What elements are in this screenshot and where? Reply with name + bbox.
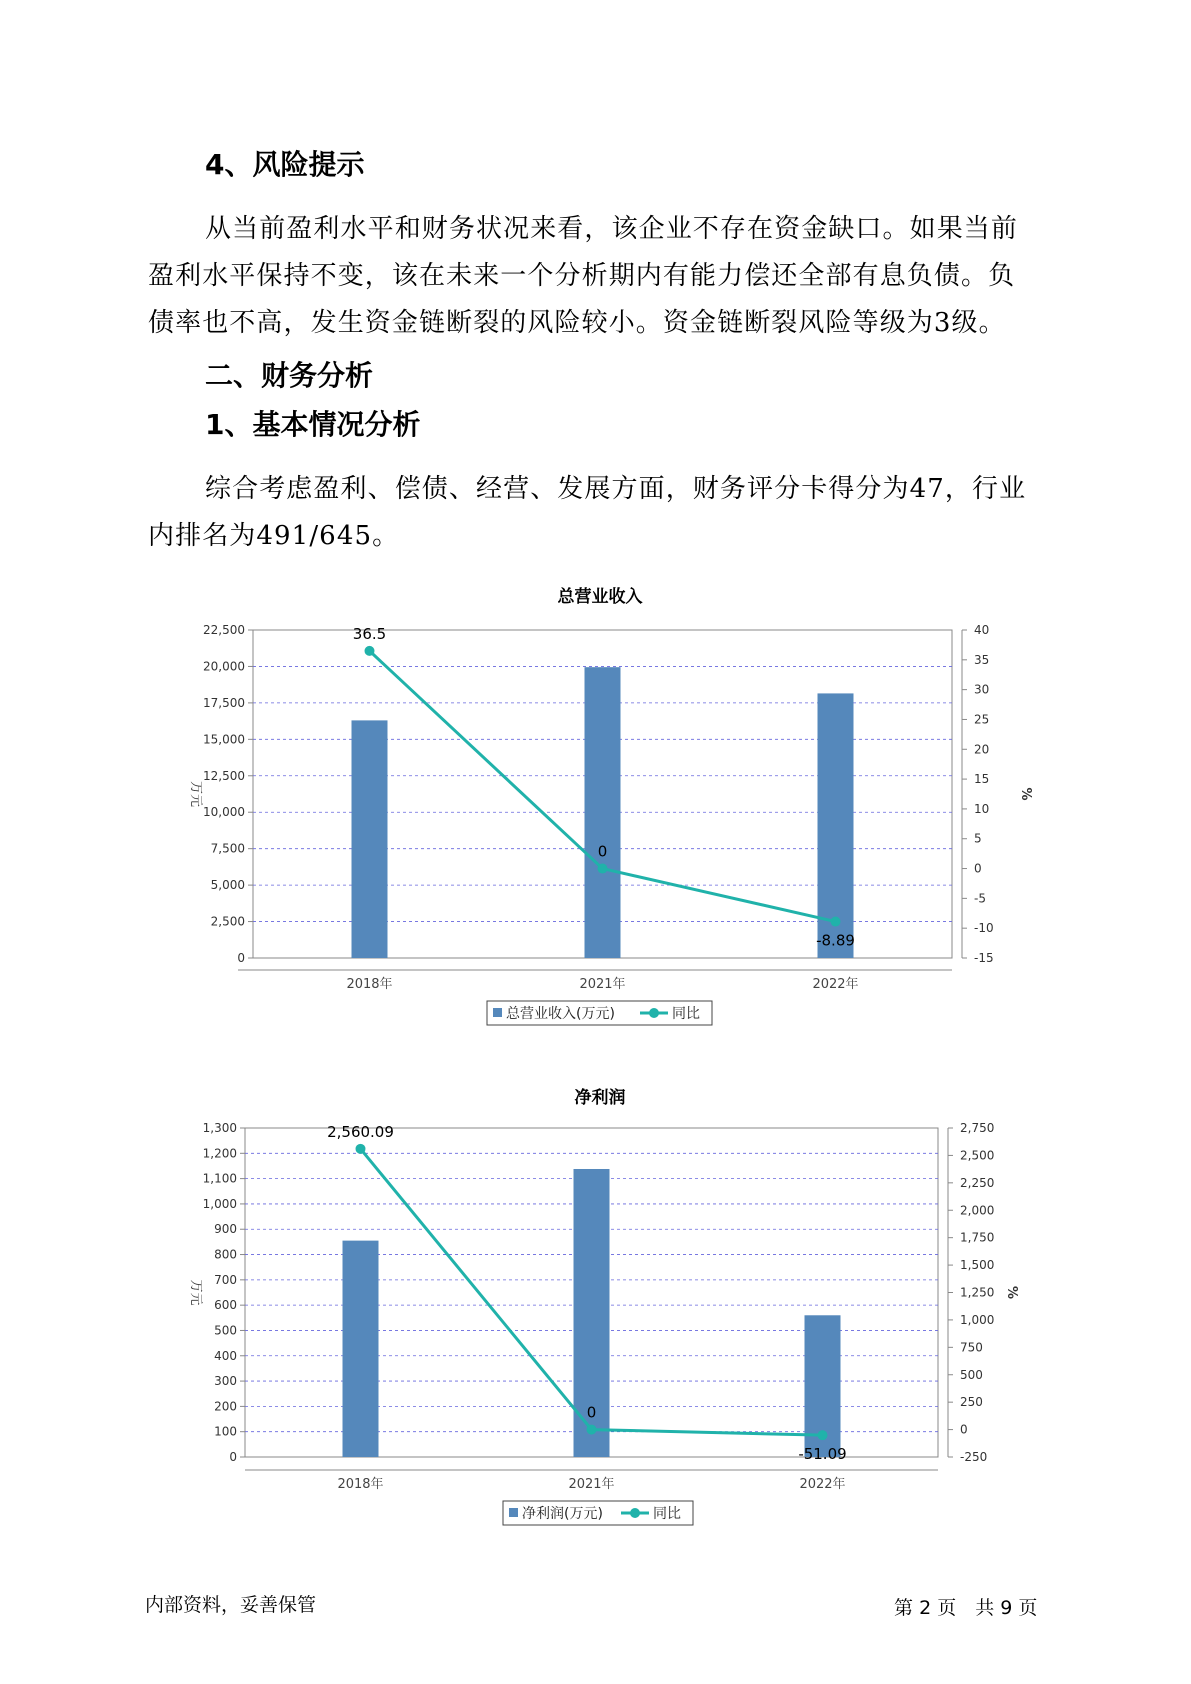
y-tick-label: 22,500 [203, 623, 245, 637]
legend-bar-label: 总营业收入(万元) [506, 1006, 615, 1022]
page-suffix: 页 [1018, 1597, 1038, 1619]
y2-tick-label: 2,500 [960, 1148, 995, 1163]
y2-axis-title: % [1004, 1285, 1019, 1300]
y2-tick-label: 0 [960, 1422, 968, 1437]
y-tick-label: 200 [214, 1399, 237, 1414]
y2-tick-label: 2,000 [960, 1203, 995, 1218]
section-heading-financial-analysis: 二、财务分析 [205, 359, 374, 392]
legend-line-marker [649, 1008, 659, 1018]
y-tick-label: 10,000 [203, 805, 245, 820]
page-mid: 页 共 [937, 1597, 995, 1619]
legend-bar-swatch [509, 1508, 518, 1517]
y-tick-label: 1,300 [202, 1121, 237, 1135]
data-label: -51.09 [798, 1445, 847, 1464]
y-tick-label: 400 [214, 1348, 237, 1363]
legend-bar-swatch [493, 1008, 502, 1017]
y2-tick-label: 25 [974, 712, 990, 727]
bar [343, 1241, 379, 1457]
footer-page-indicator [894, 1593, 1037, 1620]
y2-tick-label: 20 [974, 742, 990, 757]
section-heading-risk: 4、风险提示 [205, 148, 365, 181]
y2-tick-label: -15 [974, 951, 994, 965]
data-label: -8.89 [816, 931, 855, 950]
y2-tick-label: 500 [960, 1367, 983, 1382]
x-tick-label: 2018年 [337, 1477, 384, 1492]
y2-tick-label: 0 [974, 861, 982, 876]
y2-tick-label: 2,750 [960, 1121, 995, 1135]
y2-axis-title: % [1018, 787, 1033, 801]
legend-line-label: 同比 [653, 1506, 681, 1522]
data-label: 0 [597, 842, 608, 861]
y-tick-label: 12,500 [203, 768, 245, 783]
y2-tick-label: 1,750 [960, 1230, 995, 1245]
yoy-point [831, 917, 841, 927]
y-tick-label: 600 [214, 1298, 237, 1313]
page-current: 2 [919, 1597, 932, 1619]
bar [585, 667, 621, 958]
revenue-chart [0, 600, 1191, 1040]
y2-tick-label: 1,250 [960, 1285, 995, 1300]
y2-tick-label: -10 [974, 921, 994, 936]
profit-chart-title: 净利润 [574, 1088, 626, 1108]
yoy-point [365, 646, 375, 656]
y-tick-label: 2,500 [210, 914, 245, 929]
y-tick-label: 15,000 [203, 732, 245, 747]
y2-tick-label: -5 [974, 891, 986, 906]
y-tick-label: 7,500 [210, 841, 245, 856]
y-tick-label: 5,000 [210, 878, 245, 893]
risk-paragraph-line-2: 盈利水平保持不变，该在未来一个分析期内有能力偿还全部有息负债。负 [148, 261, 1016, 291]
risk-paragraph-line-1: 从当前盈利水平和财务状况来看，该企业不存在资金缺口。如果当前 [205, 214, 1019, 244]
y-axis-title: 万元 [188, 1279, 203, 1306]
y-tick-label: 1,000 [202, 1196, 237, 1211]
y-tick-label: 500 [214, 1323, 237, 1338]
y-tick-label: 100 [214, 1424, 237, 1439]
y2-tick-label: 35 [974, 652, 990, 667]
x-tick-label: 2022年 [799, 1477, 846, 1492]
basic-paragraph-line-2: 内排名为491/645。 [148, 521, 400, 551]
data-label: 2,560.09 [327, 1122, 394, 1141]
legend-line-marker [630, 1508, 640, 1518]
y-tick-label: 1,100 [202, 1171, 237, 1186]
section-heading-basic-analysis: 1、基本情况分析 [205, 408, 421, 441]
y-tick-label: 17,500 [203, 695, 245, 710]
y-tick-label: 1,200 [202, 1146, 237, 1161]
data-label: 0 [586, 1403, 597, 1422]
y-tick-label: 800 [214, 1247, 237, 1262]
y-tick-label: 300 [214, 1374, 237, 1389]
y2-tick-label: 1,500 [960, 1258, 995, 1273]
basic-paragraph-line-1: 综合考虑盈利、偿债、经营、发展方面，财务评分卡得分为47，行业 [205, 474, 1027, 504]
y2-tick-label: 5 [974, 831, 982, 846]
yoy-point [587, 1425, 597, 1435]
legend-bar-label: 净利润(万元) [522, 1506, 603, 1522]
legend-line-label: 同比 [672, 1006, 700, 1022]
y2-tick-label: 30 [974, 682, 990, 697]
y2-tick-label: 1,000 [960, 1312, 995, 1327]
yoy-point [818, 1430, 828, 1440]
revenue-chart-title: 总营业收入 [557, 587, 643, 607]
y2-tick-label: 15 [974, 772, 990, 787]
y2-tick-label: 40 [974, 623, 990, 637]
x-tick-label: 2021年 [579, 977, 626, 992]
y2-tick-label: 750 [960, 1340, 983, 1355]
y-tick-label: 900 [214, 1222, 237, 1237]
y-tick-label: 700 [214, 1272, 237, 1287]
y2-tick-label: 2,250 [960, 1175, 995, 1190]
y2-tick-label: 250 [960, 1395, 983, 1410]
y-tick-label: 0 [237, 951, 245, 965]
y2-tick-label: 10 [974, 801, 990, 816]
yoy-point [356, 1144, 366, 1154]
data-label: 36.5 [352, 624, 387, 643]
y-tick-label: 0 [229, 1450, 237, 1464]
page-total: 9 [1000, 1597, 1013, 1619]
page-prefix: 第 [894, 1597, 914, 1619]
x-tick-label: 2021年 [568, 1477, 615, 1492]
bar [352, 720, 388, 958]
y2-tick-label: -250 [960, 1450, 988, 1464]
y-tick-label: 20,000 [203, 659, 245, 674]
footer-confidential-note: 内部资料，妥善保管 [145, 1594, 317, 1616]
yoy-point [598, 864, 608, 874]
risk-paragraph-line-3: 债率也不高，发生资金链断裂的风险较小。资金链断裂风险等级为3级。 [148, 308, 1006, 338]
x-tick-label: 2022年 [812, 977, 859, 992]
x-tick-label: 2018年 [346, 977, 393, 992]
profit-chart [0, 1100, 1191, 1540]
y-axis-title: 万元 [188, 780, 203, 808]
